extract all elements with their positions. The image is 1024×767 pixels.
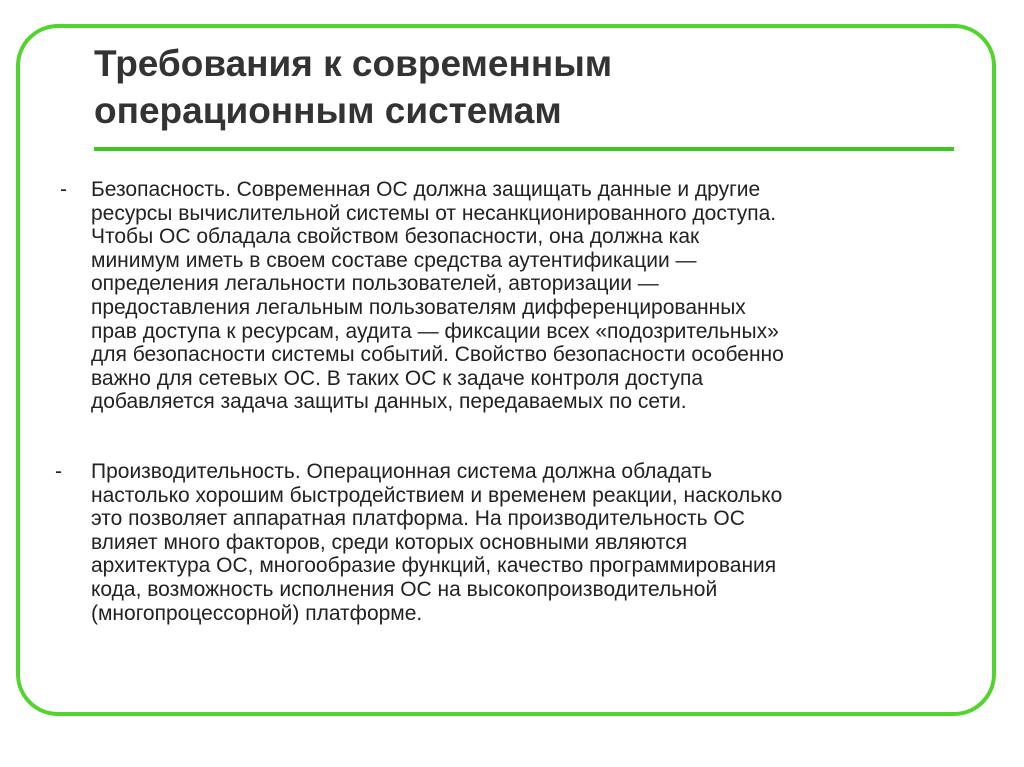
- slide-title: Требования к современным операционным системам: [94, 43, 613, 131]
- bullet-dash: -: [60, 178, 67, 201]
- bullet-dash: -: [55, 460, 62, 483]
- title-underline: [94, 147, 954, 151]
- paragraph-performance: Производительность. Операционная система должна обладать настолько хорошим быстродействием и временем реакции, насколько это позволяет аппаратная платформа. На производительность ОС влияет много факторов, среди которых основными являются архитектура ОС, многообразие функций, качество программирования кода, возможность исполнения ОС на высокопроизводительной (многопроцессорной) платформе.: [91, 460, 783, 625]
- paragraph-security: Безопасность. Современная ОС должна защищать данные и другие ресурсы вычислительной системы от несанкционированного доступа. Чтобы ОС обладала свойством безопасности, она должна как минимум иметь в своем составе средства аутентификации — определения легальности пользователей, авторизации — предоставления легальным пользователям дифференцированных прав доступа к ресурсам, аудита — фиксации всех «подозрительных» для безопасности системы событий. Свойство безопасности особенно важно для сетевых ОС. В таких ОС к задаче контроля доступа добавляется задача защиты данных, передаваемых по сети.: [91, 178, 784, 414]
